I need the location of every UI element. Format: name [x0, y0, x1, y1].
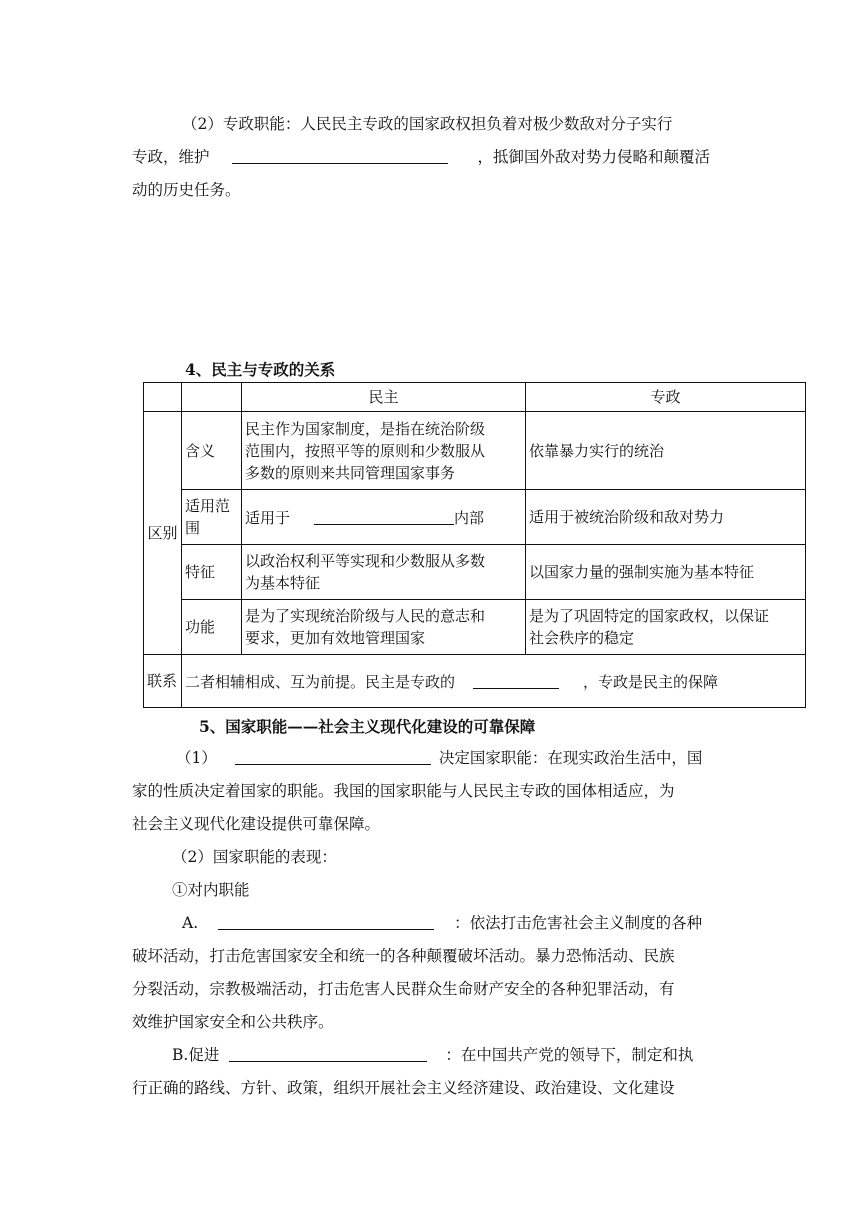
- text-segment: （1）: [176, 749, 217, 767]
- cell-line: 为基本特征: [245, 574, 321, 592]
- text-segment: 内部: [454, 508, 485, 527]
- cell-line: 围: [185, 519, 201, 537]
- text-line: （2）专政职能：人民民主专政的国家政权担负着对极少数敌对分子实行: [182, 115, 673, 133]
- column-header-dictatorship: 专政: [526, 383, 806, 412]
- table-row-function: [144, 600, 806, 655]
- table-cell: [242, 600, 526, 655]
- text-line: 社会主义现代化建设提供可靠保障。: [132, 815, 381, 833]
- text-segment: 决定国家职能：在现实政治生活中，国: [438, 749, 703, 767]
- text-segment: 专政，维护: [132, 148, 210, 166]
- table-cell: [526, 600, 806, 655]
- text-line: [132, 141, 732, 174]
- row-group-label: 区别: [147, 524, 178, 542]
- row-label-meaning: 含义: [182, 412, 242, 490]
- row-label-link: 联系: [144, 655, 182, 708]
- table-cell: [526, 490, 806, 545]
- text-line: 分裂活动，宗教极端活动，打击危害人民群众生命财产安全的各种犯罪活动，有: [132, 980, 675, 998]
- section-heading-4: 4、民主与专政的关系: [185, 360, 336, 379]
- text-segment: ，抵御国外敌对势力侵略和颠覆活: [477, 148, 711, 166]
- paragraph-dictatorship-function: [132, 108, 732, 207]
- cell-line: 以国家力量的强制实施为基本特征: [529, 563, 755, 581]
- table-row-meaning: [144, 412, 806, 490]
- cell-line: 要求，更加有效地管理国家: [245, 629, 426, 647]
- table-cell: [182, 383, 242, 412]
- table-cell: [242, 490, 526, 545]
- fill-in-blank[interactable]: [229, 1043, 427, 1062]
- text-line: [132, 742, 732, 775]
- cell-line: 适用于被统治阶级和敌对势力: [529, 508, 725, 526]
- text-segment: A.: [182, 914, 199, 932]
- cell-line: 适用范: [185, 497, 231, 515]
- text-segment: ：在中国共产党的领导下，制定和执: [445, 1046, 694, 1064]
- row-group-difference: [144, 412, 182, 655]
- text-segment: 二者相辅相成、互为前提。民主是专政的: [185, 672, 456, 691]
- cell-line: 民主作为国家制度，是指在统治阶级: [245, 419, 486, 438]
- text-segment: ，专政是民主的保障: [583, 672, 719, 691]
- cell-line: 多数的原则来共同管理国家事务: [245, 463, 456, 482]
- section-heading-5: 5、国家职能——社会主义现代化建设的可靠保障: [199, 717, 536, 736]
- text-line: （2）国家职能的表现：: [172, 848, 337, 866]
- cell-line: 社会秩序的稳定: [529, 629, 635, 647]
- table-row-link: [144, 655, 806, 708]
- table-cell: [242, 545, 526, 600]
- table-header-row: [144, 383, 806, 412]
- text-line: 行正确的路线、方针、政策，组织开展社会主义经济建设、政治建设、文化建设: [132, 1079, 675, 1097]
- table-row-features: [144, 545, 806, 600]
- text-line: 家的性质决定着国家的职能。我国的国家职能与人民民主专政的国体相适应，为: [132, 782, 675, 800]
- cell-line: 范围内，按照平等的原则和少数服从: [245, 441, 486, 460]
- text-segment: ：依法打击危害社会主义制度的各种: [454, 914, 703, 932]
- cell-line: 依靠暴力实行的统治: [529, 441, 665, 460]
- row-label-features: 特征: [182, 545, 242, 600]
- text-line: 效维护国家安全和公共秩序。: [132, 1013, 334, 1031]
- column-header-democracy: 民主: [242, 383, 526, 412]
- fill-in-blank[interactable]: [235, 746, 431, 765]
- democracy-dictatorship-table: [143, 382, 806, 708]
- cell-line: 是为了实现统治阶级与人民的意志和: [245, 607, 486, 625]
- table-cell: [526, 412, 806, 490]
- text-line: 动的历史任务。: [132, 181, 241, 199]
- text-line: [132, 907, 732, 940]
- table-cell: [242, 412, 526, 490]
- cell-line: 以政治权利平等实现和少数服从多数: [245, 552, 486, 570]
- text-segment: B.促进: [172, 1046, 220, 1064]
- fill-in-blank[interactable]: [473, 670, 559, 689]
- fill-in-blank[interactable]: [314, 506, 454, 525]
- text-line: ①对内职能: [172, 881, 250, 899]
- fill-in-blank[interactable]: [218, 911, 434, 930]
- cell-line: 是为了巩固特定的国家政权，以保证: [529, 607, 770, 625]
- table-cell: [526, 545, 806, 600]
- row-label-scope: [182, 490, 242, 545]
- table-cell: [144, 383, 182, 412]
- text-segment: 适用于: [245, 508, 291, 527]
- paragraph-state-functions: [132, 742, 732, 1105]
- table-row-scope: [144, 490, 806, 545]
- row-label-function: 功能: [182, 600, 242, 655]
- text-line: [132, 1039, 732, 1072]
- text-line: 破坏活动，打击危害国家安全和统一的各种颠覆破坏活动。暴力恐怖活动、民族: [132, 947, 675, 965]
- fill-in-blank[interactable]: [232, 145, 448, 164]
- table-cell: [182, 655, 806, 708]
